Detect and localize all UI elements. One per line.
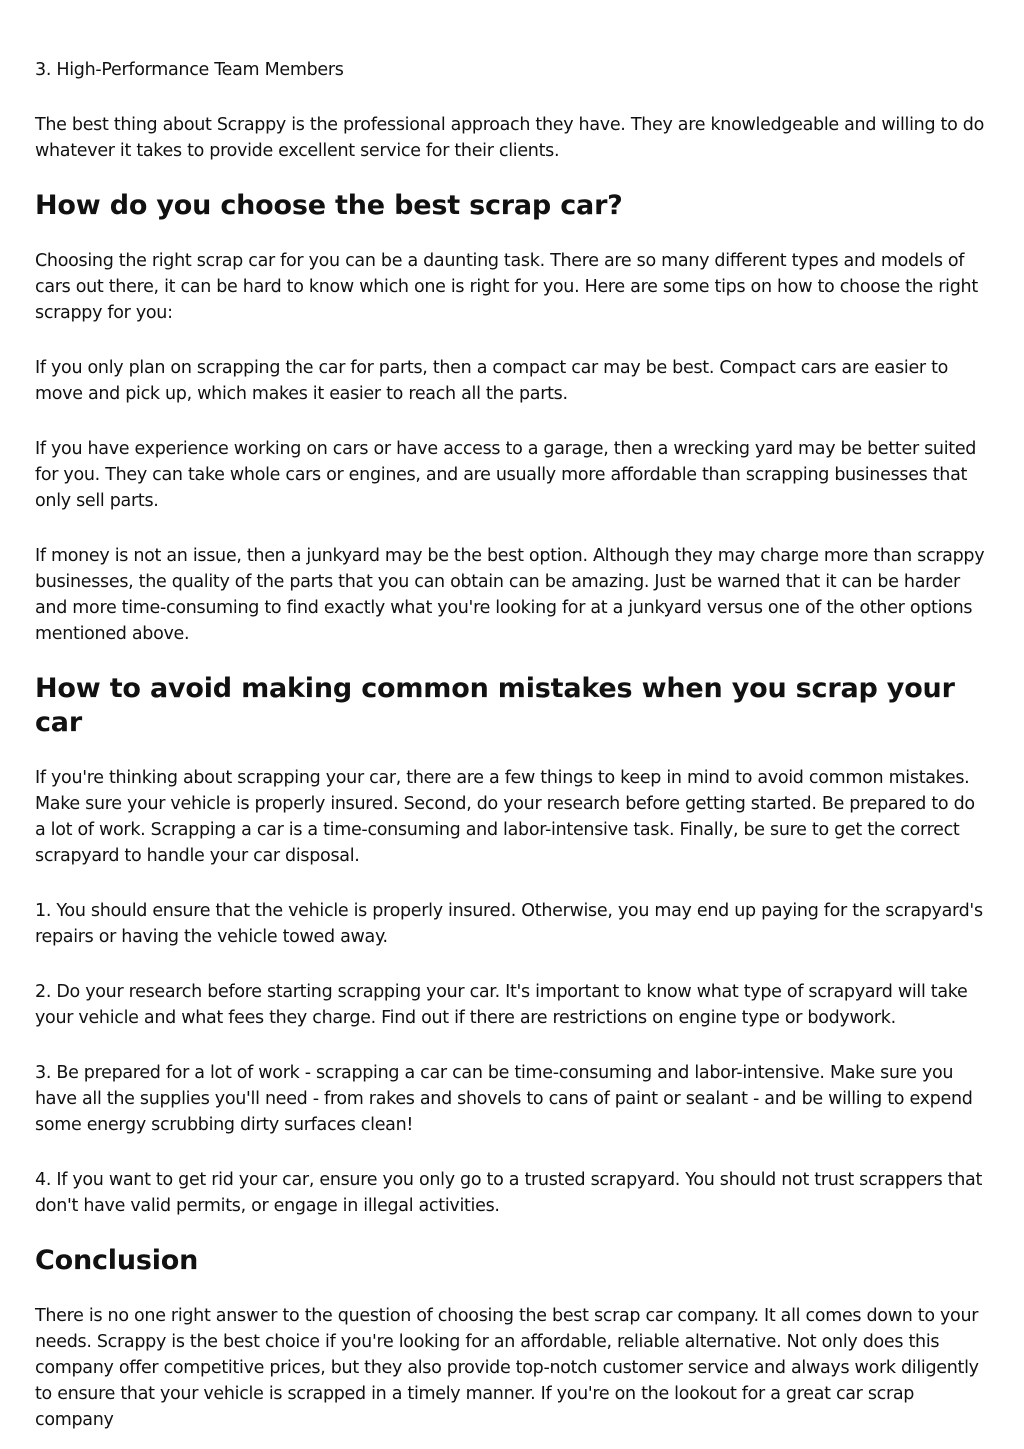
heading-conclusion: Conclusion: [35, 1245, 199, 1276]
choose-paragraph: If you only plan on scrapping the car for parts, then a compact car may be best. Compact cars are easier to move and pick up, which makes it easier to reach all the parts.: [35, 358, 949, 404]
list-item-high-performance-team: 3. High-Performance Team Members: [35, 60, 344, 80]
mistakes-paragraph: If you're thinking about scrapping your car, there are a few things to keep in mind to avoid common mistakes. Make sure your vehicle is properly insured. Second, do your research before getting started. Be prepared to do a lot of work. Scrapping a car is a time-consuming and labor-intensive task. Finally, be sure to get the correct scrapyard to handle your car disposal.: [35, 768, 975, 866]
mistakes-list-item: 2. Do your research before starting scrapping your car. It's important to know what type of scrapyard will take your vehicle and what fees they charge. Find out if there are restrictions on engine type or bodywork.: [35, 982, 968, 1028]
mistakes-list-item: 4. If you want to get rid your car, ensure you only go to a trusted scrapyard. You should not trust scrappers that don't have valid permits, or engage in illegal activities.: [35, 1170, 983, 1216]
article-body: [35, 57, 990, 1433]
choose-paragraph: If money is not an issue, then a junkyard may be the best option. Although they may charge more than scrappy businesses, the quality of the parts that you can obtain can be amazing. Just be warned that it can be harder and more time-consuming to find exactly what you're looking for at a junkyard versus one of the other options mentioned above.: [35, 546, 985, 644]
heading-choose-best-scrap-car: How do you choose the best scrap car?: [35, 190, 623, 221]
choose-paragraph: If you have experience working on cars or have access to a garage, then a wrecking yard may be better suited for you. They can take whole cars or engines, and are usually more affordable than scrapping businesses that only sell parts.: [35, 439, 977, 511]
heading-avoid-common-mistakes: How to avoid making common mistakes when you scrap your car: [35, 673, 955, 738]
choose-paragraph: Choosing the right scrap car for you can be a daunting task. There are so many different types and models of cars out there, it can be hard to know which one is right for you. Here are some tips on how to choose the right scrappy for you:: [35, 251, 978, 323]
mistakes-list-item: 3. Be prepared for a lot of work - scrapping a car can be time-consuming and labor-intensive. Make sure you have all the supplies you'll need - from rakes and shovels to cans of paint or sealant - and be willing to expend some energy scrubbing dirty surfaces clean!: [35, 1063, 973, 1135]
mistakes-list-item: 1. You should ensure that the vehicle is properly insured. Otherwise, you may end up paying for the scrapyard's repairs or having the vehicle towed away.: [35, 901, 983, 947]
intro-paragraph: The best thing about Scrappy is the professional approach they have. They are knowledgeable and willing to do whatever it takes to provide excellent service for their clients.: [35, 115, 984, 161]
conclusion-paragraph: There is no one right answer to the question of choosing the best scrap car company. It all comes down to your needs. Scrappy is the best choice if you're looking for an affordable, reliable alternative. Not only does this company offer competitive prices, but they also provide top-notch customer service and always work diligently to ensure that your vehicle is scrapped in a timely manner. If you're on the lookout for a great car scrap company: [35, 1306, 979, 1430]
